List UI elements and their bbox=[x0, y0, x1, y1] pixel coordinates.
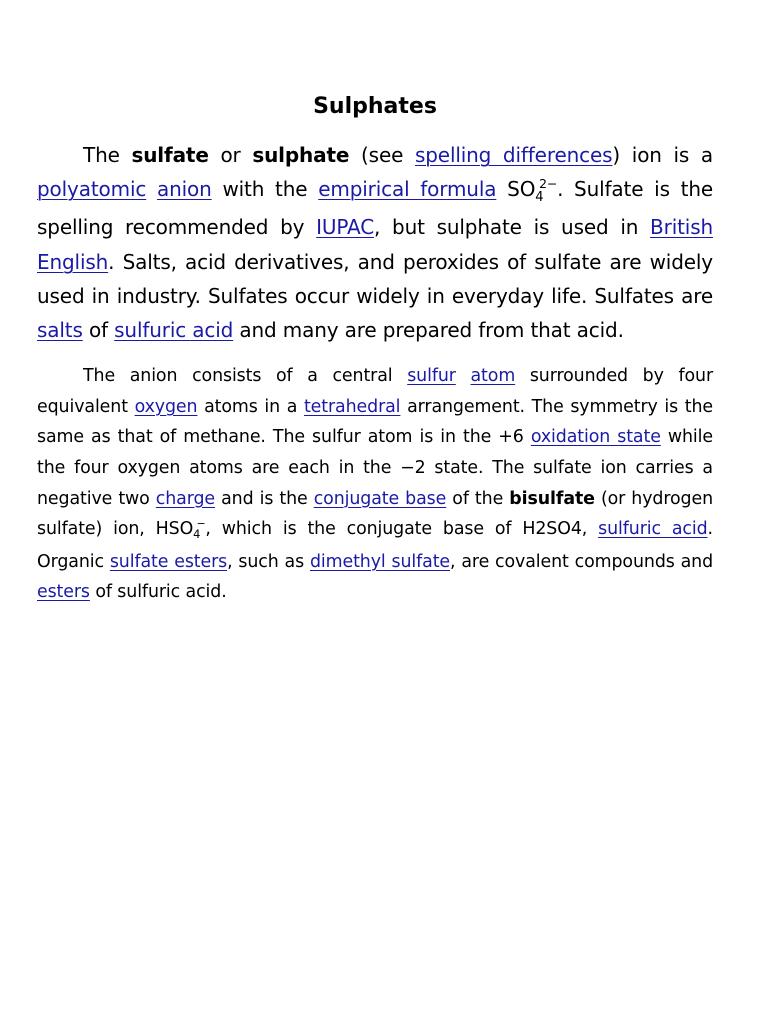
text-run: . Sulfate is the spelling recommended by bbox=[37, 177, 713, 240]
link-spelling-differences[interactable]: spelling differences bbox=[414, 143, 613, 167]
link-atom[interactable]: atom bbox=[470, 366, 516, 387]
text-run: (or hydrogen sulfate) ion, bbox=[37, 488, 714, 540]
text-run: The anion consists of a central bbox=[83, 366, 408, 387]
text-run: , which is the conjugate base of H2SO4, bbox=[205, 519, 599, 540]
bold-term-sulfate: sulfate bbox=[131, 143, 209, 167]
text-run: surrounded by four equivalent bbox=[37, 366, 714, 417]
formula-subscript: 4 bbox=[535, 189, 544, 205]
link-anion[interactable]: anion bbox=[157, 177, 212, 202]
formula-subscript: 4 bbox=[193, 528, 201, 542]
link-salts[interactable]: salts bbox=[37, 318, 83, 343]
bold-term-bisulfate: bisulfate bbox=[509, 488, 595, 509]
link-empirical-formula[interactable]: empirical formula bbox=[318, 177, 497, 202]
text-run: or bbox=[208, 143, 253, 167]
text-run bbox=[496, 177, 507, 201]
text-run: of the bbox=[446, 488, 510, 509]
link-sulfur[interactable]: sulfur bbox=[407, 366, 456, 387]
link-oxygen[interactable]: oxygen bbox=[134, 396, 198, 417]
text-run: arrangement. The symmetry is the same as that of methane. The sulfur atom is in the +6 bbox=[37, 396, 714, 448]
link-british-english[interactable]: British English bbox=[37, 215, 713, 274]
structure-paragraph bbox=[37, 347, 713, 608]
text-run: with the bbox=[211, 177, 319, 202]
link-charge[interactable]: charge bbox=[155, 488, 216, 509]
text-run: (see bbox=[349, 143, 415, 167]
text-run: . Salts, acid derivatives, and peroxides of sulfate are widely used in industry. Sulfates occur widely in everyday life. Sulfates are bbox=[37, 249, 713, 308]
text-run: , such as bbox=[227, 551, 310, 572]
link-dimethyl-sulfate[interactable]: dimethyl sulfate bbox=[309, 551, 451, 572]
formula-main: SO bbox=[507, 177, 536, 202]
text-run: The bbox=[83, 143, 132, 167]
bold-term-sulphate: sulphate bbox=[252, 143, 350, 167]
document-page bbox=[37, 0, 713, 608]
link-iupac[interactable]: IUPAC bbox=[316, 215, 375, 240]
text-run: , are covalent compounds and bbox=[450, 551, 714, 572]
formula-main: HSO bbox=[155, 519, 194, 540]
formula-superscript: 2− bbox=[539, 176, 558, 192]
text-run: , but sulphate is used in bbox=[374, 215, 651, 240]
link-sulfuric-acid-2[interactable]: sulfuric acid bbox=[598, 519, 708, 540]
text-run bbox=[146, 177, 157, 201]
page-title: Sulphates bbox=[313, 94, 437, 119]
bisulfate-formula bbox=[155, 517, 206, 542]
text-run: . Organic bbox=[37, 519, 713, 572]
text-run bbox=[456, 366, 471, 386]
link-polyatomic[interactable]: polyatomic bbox=[37, 177, 147, 202]
link-oxidation-state[interactable]: oxidation state bbox=[530, 427, 661, 448]
intro-paragraph bbox=[37, 132, 713, 347]
formula-superscript: − bbox=[196, 517, 206, 531]
text-run: while the four oxygen atoms are each in the −2 state. The sulfate ion carries a negative two bbox=[37, 427, 713, 509]
text-run: of sulfuric acid. bbox=[89, 582, 227, 603]
text-run: and is the bbox=[215, 488, 314, 509]
text-run: ) ion is a bbox=[612, 143, 713, 167]
link-tetrahedral[interactable]: tetrahedral bbox=[303, 396, 401, 417]
link-sulfuric-acid[interactable]: sulfuric acid bbox=[114, 318, 234, 343]
sulfate-formula bbox=[507, 176, 558, 205]
text-run: of bbox=[82, 318, 115, 343]
link-conjugate-base[interactable]: conjugate base bbox=[313, 488, 447, 509]
link-esters[interactable]: esters bbox=[37, 582, 90, 603]
text-run: and many are prepared from that acid. bbox=[233, 318, 624, 343]
link-sulfate-esters[interactable]: sulfate esters bbox=[109, 551, 228, 572]
text-run: atoms in a bbox=[197, 396, 304, 417]
